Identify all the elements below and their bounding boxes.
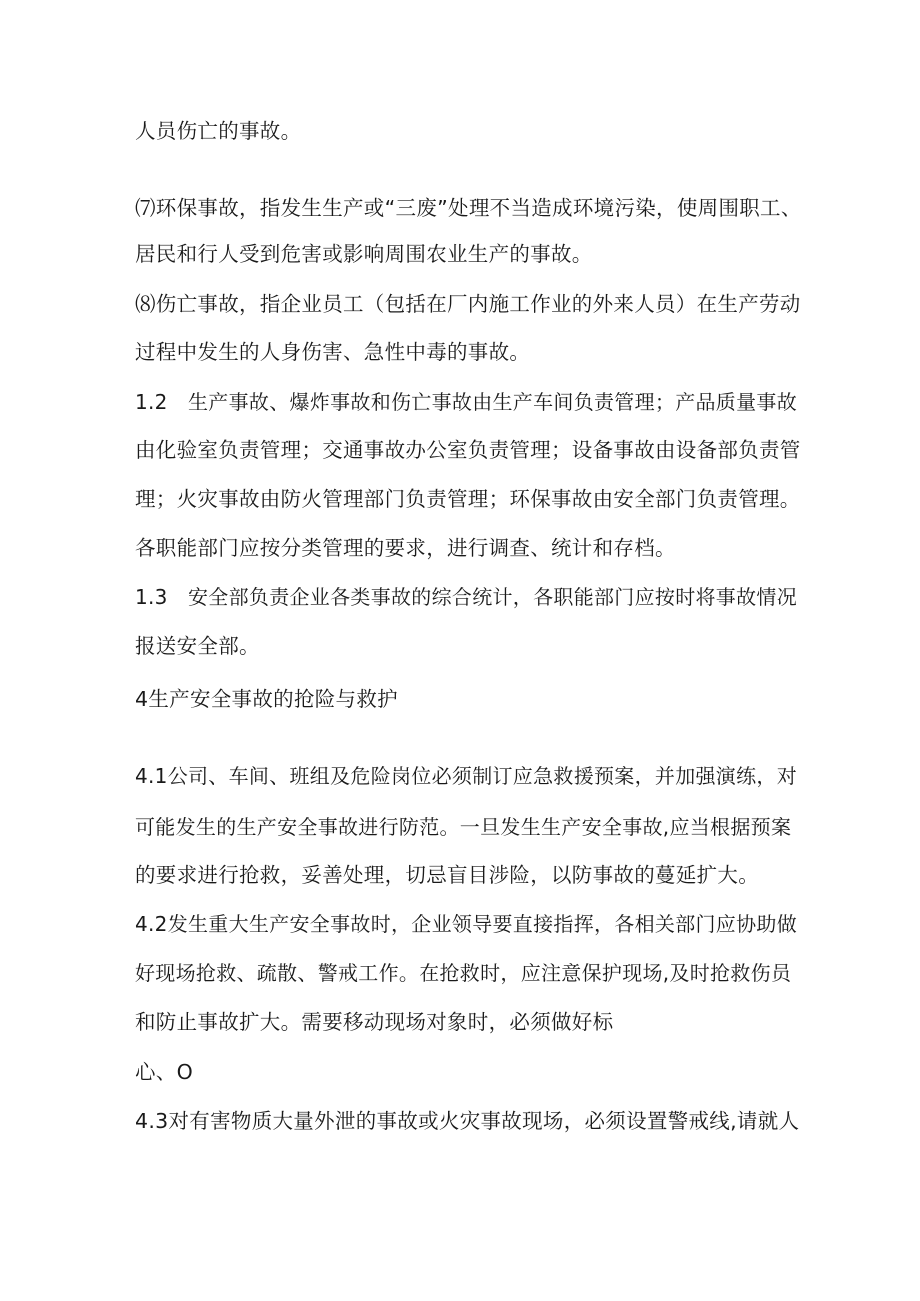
text-line: 过程中发生的人身伤害、急性中毒的事故。 (135, 340, 531, 364)
text-line: 由化验室负责管理；交通事故办公室负责管理；设备事故由设备部负责管 (135, 438, 801, 462)
text-line: 理；火灾事故由防火管理部门负责管理；环保事故由安全部门负责管理。 (135, 487, 801, 511)
text-line: ⑺环保事故，指发生生产或“三废”处理不当造成环境污染，使周围职工、 (135, 196, 802, 220)
text-line: ⑻伤亡事故，指企业员工（包括在厂内施工作业的外来人员）在生产劳动 (135, 292, 801, 316)
text-line: 的要求进行抢救，妥善处理，切忌盲目涉险，以防事故的蔓延扩大。 (135, 863, 759, 887)
section-heading: 4生产安全事故的抢险与救护 (135, 687, 398, 711)
text-line: 居民和行人受到危害或影响周围农业生产的事故。 (135, 242, 593, 266)
text-line: 报送安全部。 (135, 634, 260, 658)
text-line: 心、O (135, 1060, 194, 1084)
text-line: 1.2 生产事故、爆炸事故和伤亡事故由生产车间负责管理；产品质量事故 (135, 390, 798, 414)
text-line: 4.2发生重大生产安全事故时，企业领导要直接指挥，各相关部门应协助做 (135, 912, 798, 936)
text-line: 4.3对有害物质大量外泄的事故或火灾事故现场，必须设置警戒线,请就人 (135, 1109, 800, 1133)
text-line: 人员伤亡的事故。 (135, 119, 302, 143)
text-line: 和防止事故扩大。需要移动现场对象时，必须做好标 (135, 1010, 614, 1034)
text-line: 1.3 安全部负责企业各类事故的综合统计，各职能部门应按时将事故情况 (135, 585, 798, 609)
text-line: 好现场抢救、疏散、警戒工作。在抢救时，应注意保护现场,及时抢救伤员 (135, 961, 792, 985)
text-line: 4.1公司、车间、班组及危险岗位必须制订应急救援预案，并加强演练，对 (135, 764, 798, 788)
text-line: 可能发生的生产安全事故进行防范。一旦发生生产安全事故,应当根据预案 (135, 815, 792, 839)
text-line: 各职能部门应按分类管理的要求，进行调查、统计和存档。 (135, 536, 676, 560)
